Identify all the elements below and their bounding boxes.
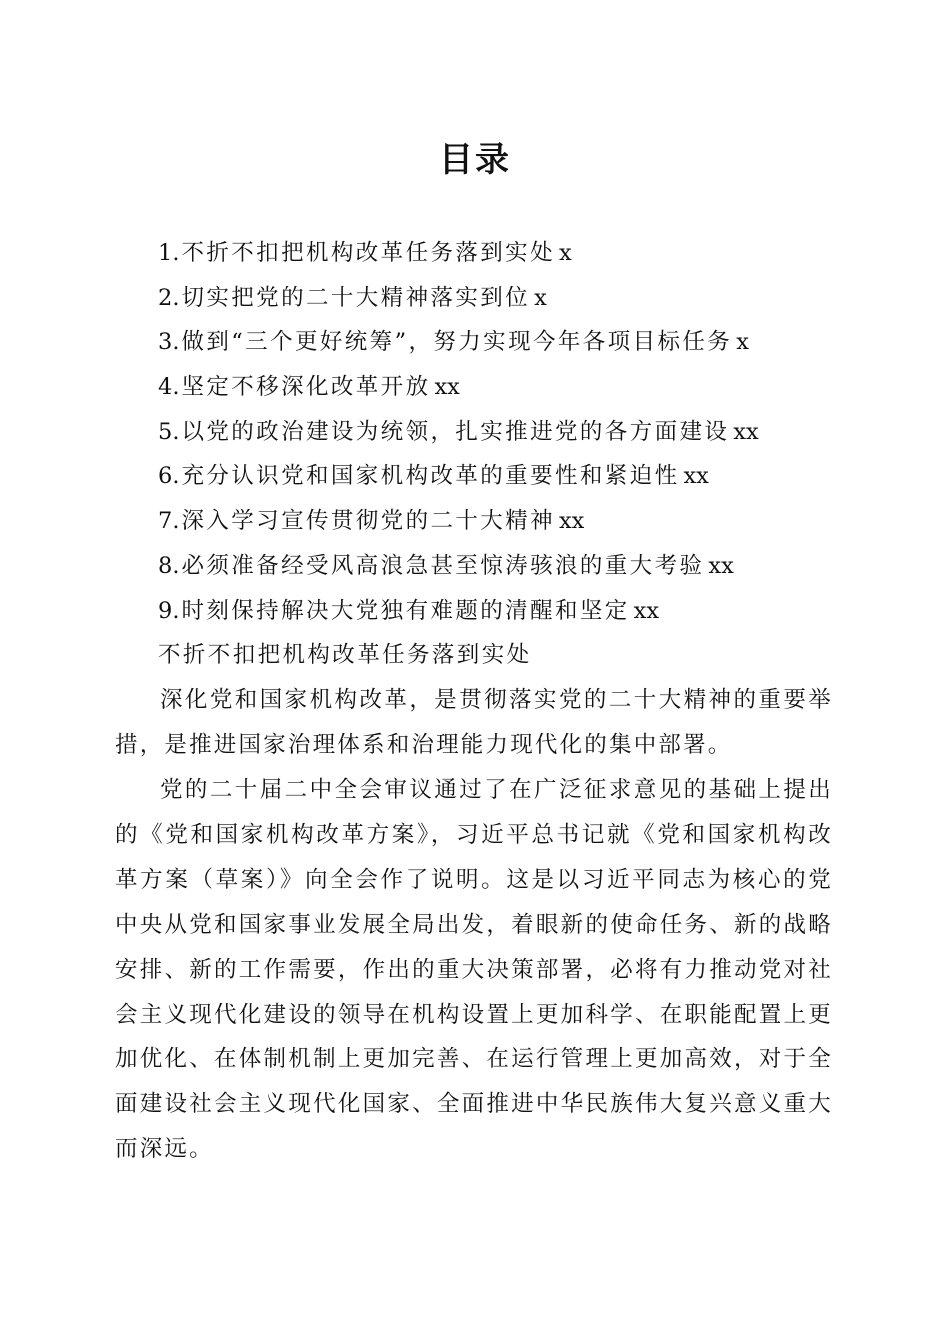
toc-item-text: 必须准备经受风高浪急甚至惊涛骇浪的重大考验 (181, 552, 705, 579)
toc-item-number: 6. (158, 463, 180, 490)
page-title: 目录 (439, 140, 511, 180)
toc-item-2[interactable] (158, 276, 858, 321)
toc-item-page: x (534, 284, 547, 311)
toc-item-page: x (736, 329, 749, 356)
body-paragraph-1: 深化党和国家机构改革，是贯彻落实党的二十大精神的重要举措，是推进国家治理体系和治理能力现代化的集中部署。 (115, 687, 833, 758)
body-paragraph-2: 党的二十届二中全会审议通过了在广泛征求意见的基础上提出的《党和国家机构改革方案》，习近平总书记就《党和国家机构改革方案（草案）》向全会作了说明。这是以习近平同志为核心的党中央从党和国家事业发展全局出发，着眼新的使命任务、新的战略安排、新的工作需要，作出的重大决策部署，必将有力推动党对社会主义现代化建设的领导在机构设置上更加科学、在职能配置上更加优化、在体制机制上更加完善、在运行管理上更加高效，对于全面建设社会主义现代化国家、全面推进中华民族伟大复兴意义重大而深远。 (115, 777, 833, 1163)
toc-item-text: 不折不扣把机构改革任务落到实处 (181, 240, 555, 266)
toc-item-page: xx (434, 374, 460, 401)
toc-item-1[interactable] (158, 231, 858, 276)
toc-item-page: xx (733, 418, 759, 445)
toc-item-page: x (558, 240, 572, 266)
toc-item-8[interactable] (158, 544, 858, 589)
toc-item-text: 做到“三个更好统筹”，努力实现今年各项目标任务 (181, 329, 733, 356)
toc-item-text: 时刻保持解决大党独有难题的清醒和坚定 (181, 597, 630, 624)
toc-item-6[interactable] (158, 454, 858, 499)
toc-item-7[interactable] (158, 499, 858, 544)
toc-item-text: 充分认识党和国家机构改革的重要性和紧迫性 (181, 463, 680, 490)
toc-item-number: 3. (158, 329, 180, 356)
toc-item-page: xx (633, 597, 660, 624)
toc-item-9[interactable] (158, 589, 858, 634)
toc-item-5[interactable] (158, 410, 858, 455)
toc-item-number: 8. (158, 552, 180, 579)
toc-item-text: 切实把党的二十大精神落实到位 (181, 284, 531, 311)
toc-item-number: 1. (158, 240, 180, 266)
toc-item-3[interactable] (158, 320, 858, 365)
toc-item-text: 深入学习宣传贯彻党的二十大精神 (181, 508, 555, 535)
toc-item-text: 以党的政治建设为统领，扎实推进党的各方面建设 (181, 418, 730, 445)
toc-item-page: xx (558, 508, 585, 535)
toc-item-number: 7. (158, 508, 180, 535)
toc-item-page: xx (708, 552, 734, 579)
section-heading: 不折不扣把机构改革任务落到实处 (158, 642, 532, 668)
toc-item-number: 2. (158, 284, 180, 311)
toc-item-text: 坚定不移深化改革开放 (181, 374, 431, 401)
toc-item-4[interactable] (158, 365, 858, 410)
toc-item-number: 5. (158, 418, 180, 445)
toc-item-page: xx (683, 463, 709, 490)
toc-item-number: 9. (158, 597, 180, 624)
toc-item-number: 4. (158, 374, 180, 401)
table-of-contents (158, 231, 858, 633)
